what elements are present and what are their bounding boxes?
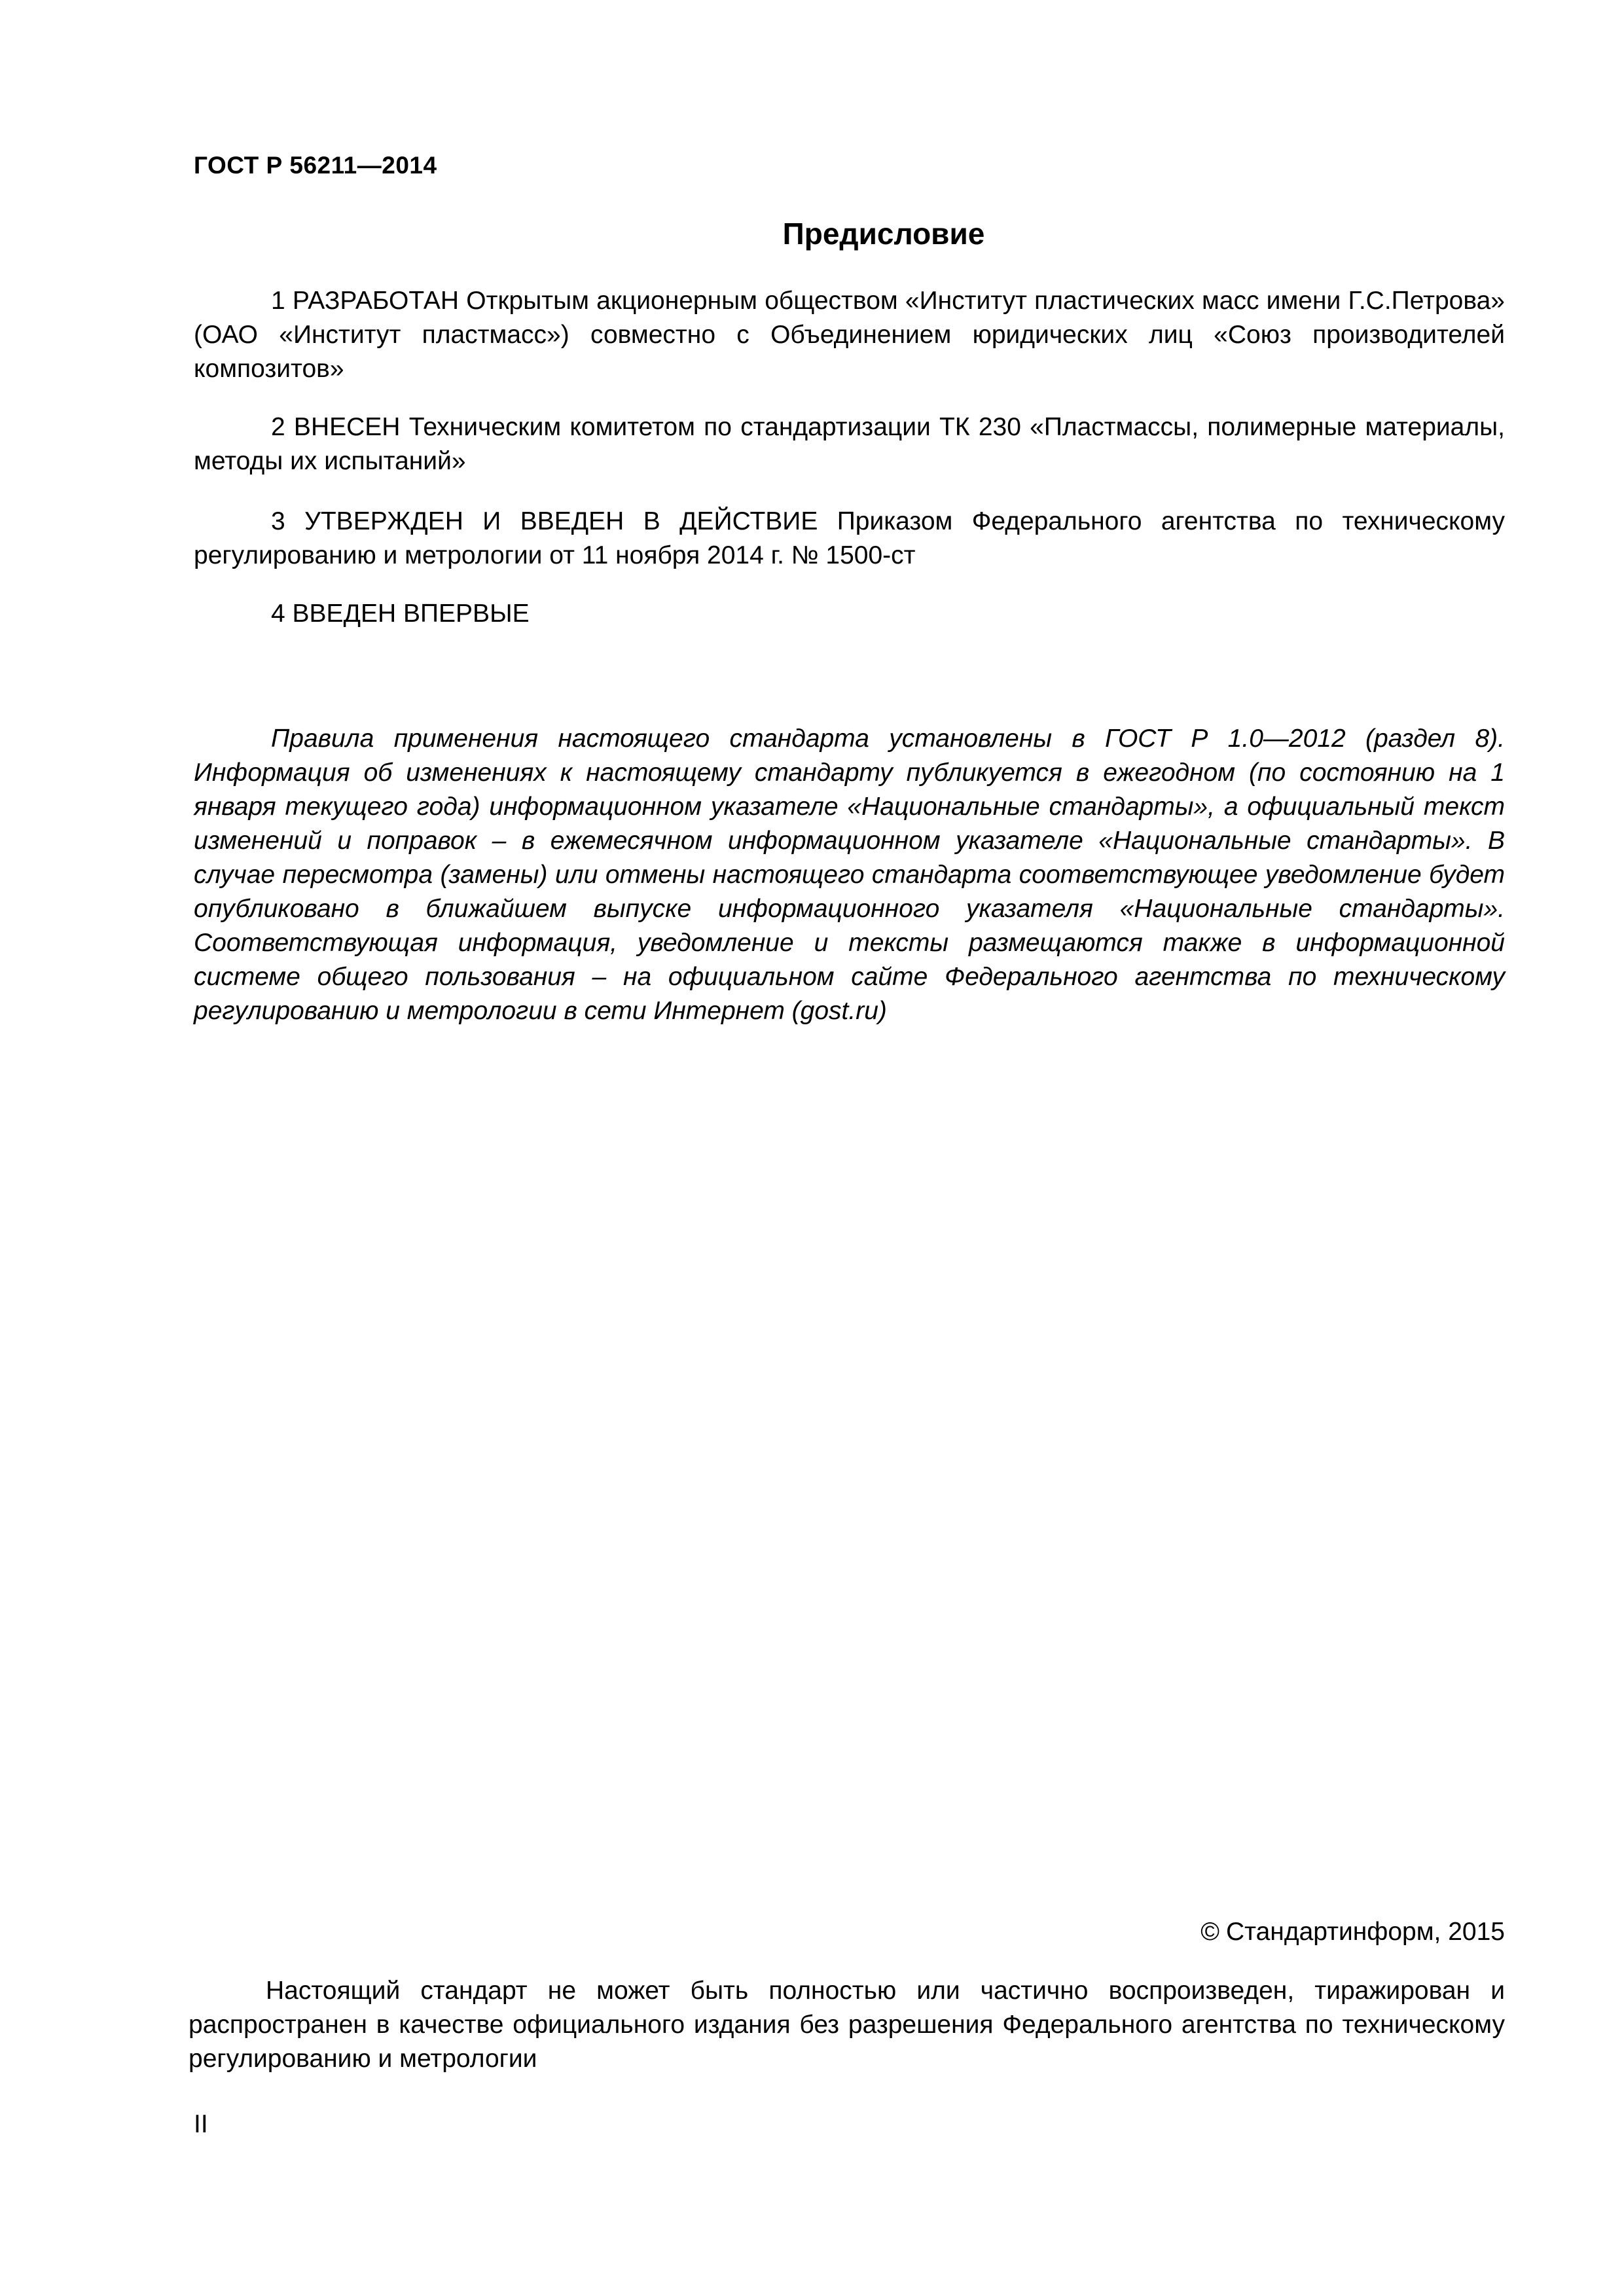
- copyright-icon: ©: [1200, 1918, 1219, 1946]
- preface-title: Предисловие: [782, 217, 985, 251]
- copyright-line: [194, 1915, 1505, 1949]
- preface-item-approved: 3 УТВЕРЖДЕН И ВВЕДЕН В ДЕЙСТВИЕ Приказом Федерального агентства по техническому регулированию и метрологии от 11 ноября 2014 г. № 1500-ст: [194, 507, 1505, 569]
- copyright-text: Стандартинформ, 2015: [1226, 1918, 1505, 1946]
- rules-of-application-note: Правила применения настоящего стандарта установлены в ГОСТ Р 1.0—2012 (раздел 8). Информация об изменениях к настоящему стандарту публикуется в ежегодном (по состоянию на 1 января текущего года) информационном указателе «Национальные стандарты», а официальный текст изменений и поправок – в ежемесячном информационном указателе «Национальные стандарты». В случае пересмотра (замены) или отмены настоящего стандарта соответствующее уведомление будет опубликовано в ближайшем выпуске информационного указателя «Национальные стандарты». Соответствующая информация, уведомление и тексты размещаются также в информационной системе общего пользования – на официальном сайте Федерального агентства по техническому регулированию и метрологии в сети Интернет (gost.ru): [194, 725, 1505, 1025]
- preface-item-introduced: 4 ВВЕДЕН ВПЕРВЫЕ: [271, 600, 530, 628]
- preface-item-submitted: 2 ВНЕСЕН Техническим комитетом по стандартизации ТК 230 «Пластмассы, полимерные материалы, методы их испытаний»: [194, 413, 1505, 475]
- document-code: ГОСТ Р 56211—2014: [194, 152, 437, 179]
- page-number: II: [194, 2110, 208, 2138]
- reproduction-notice: Настоящий стандарт не может быть полностью или частично воспроизведен, тиражирован и распространен в качестве официального издания без разрешения Федерального агентства по техническому регулированию и метрологии: [189, 1977, 1505, 2073]
- preface-item-developed: 1 РАЗРАБОТАН Открытым акционерным обществом «Институт пластических масс имени Г.С.Петрова» (ОАО «Институт пластмасс») совместно с Объединением юридических лиц «Союз производителей композитов»: [194, 287, 1505, 383]
